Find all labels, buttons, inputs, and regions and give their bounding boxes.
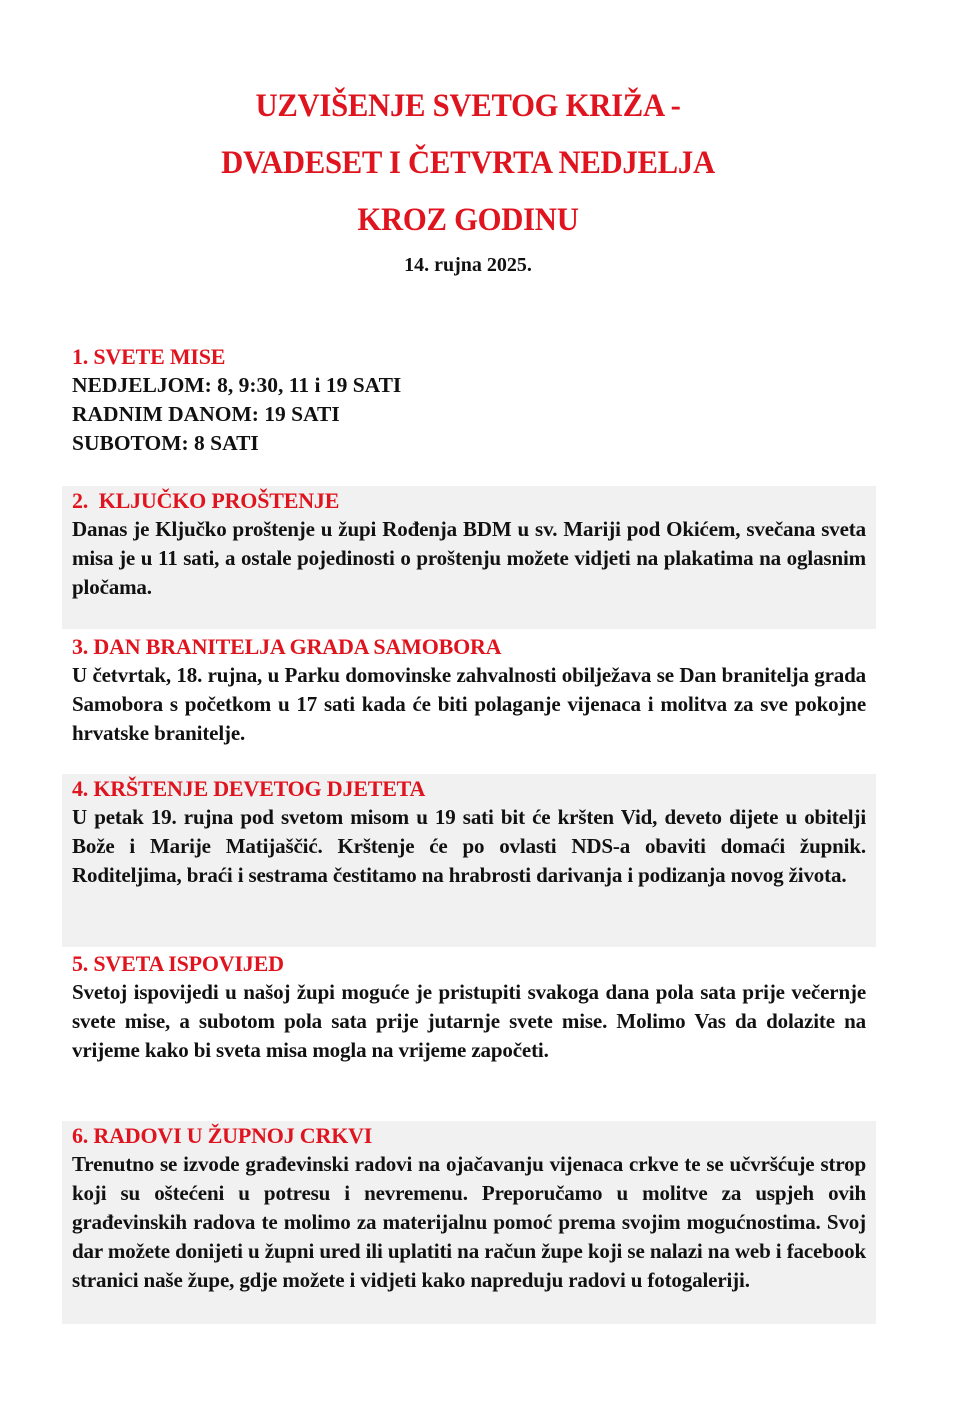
section-body: Danas je Ključko proštenje u župi Rođenja BDM u sv. Mariji pod Okićem, svečana sveta misa je u 11 sati, a ostale pojedinosti o proštenju možete vidjeti na plakatima na oglasnim pločama.	[72, 517, 866, 599]
title-line-2: DVADESET I ČETVRTA NEDJELJA	[221, 145, 715, 181]
section-krstenje	[62, 774, 876, 947]
section-heading: 4. KRŠTENJE DEVETOG DJETETA	[72, 776, 426, 801]
section-heading: 1. SVETE MISE	[72, 344, 226, 369]
section-sveta-ispovijed	[62, 949, 876, 1065]
section-body: Trenutno se izvode građevinski radovi na ojačavanju vijenaca crkve te se učvršćuje strop koji su oštećeni u potresu i nevremenu. Preporučamo u molitve za uspjeh ovih građevinskih radova te molimo za materijalnu pomoć prema svojim mogućnostima. Svoj dar možete donijeti u župni ured ili uplatiti na račun župe koji se nalazi na web i facebook stranici naše župe, gdje možete i vidjeti kako napreduju radovi u fotogaleriji.	[72, 1152, 866, 1292]
document-header	[0, 78, 936, 277]
section-dan-branitelja	[62, 632, 876, 748]
document-date: 14. rujna 2025.	[404, 254, 532, 276]
section-body: U četvrtak, 18. rujna, u Parku domovinske zahvalnosti obilježava se Dan branitelja grada Samobora s početkom u 17 sati kada će biti polaganje vijenaca i molitva za sve pokojne hrvatske branitelje.	[72, 663, 866, 745]
section-heading: 6. RADOVI U ŽUPNOJ CRKVI	[72, 1123, 373, 1148]
section-heading: 5. SVETA ISPOVIJED	[72, 951, 284, 976]
section-radovi-u-crkvi	[62, 1121, 876, 1324]
schedule-weekdays: RADNIM DANOM: 19 SATI	[72, 402, 340, 426]
schedule-sundays: NEDJELJOM: 8, 9:30, 11 i 19 SATI	[72, 373, 402, 397]
section-kljucko-prostenje	[62, 486, 876, 629]
section-heading: 3. DAN BRANITELJA GRADA SAMOBORA	[72, 634, 502, 659]
schedule-saturdays: SUBOTOM: 8 SATI	[72, 431, 259, 455]
section-heading: 2. KLJUČKO PROŠTENJE	[72, 488, 340, 513]
section-body: Svetoj ispovijedi u našoj župi moguće je pristupiti svakoga dana pola sata prije večernje svete mise, a subotom pola sata prije jutarnje svete mise. Molimo Vas da dolazite na vrijeme kako bi sveta misa mogla na vrijeme započeti.	[72, 980, 866, 1062]
section-body: U petak 19. rujna pod svetom misom u 19 sati bit će kršten Vid, deveto dijete u obitelji Bože i Marije Matijaščić. Krštenje će po ovlasti NDS-a obaviti domaći župnik. Roditeljima, braći i sestrama čestitamo na hrabrosti darivanja i podizanja novog života.	[72, 805, 866, 887]
section-mass-schedule	[62, 342, 876, 458]
title-line-3: KROZ GODINU	[357, 202, 579, 238]
title-line-1: UZVIŠENJE SVETOG KRIŽA -	[255, 88, 681, 124]
